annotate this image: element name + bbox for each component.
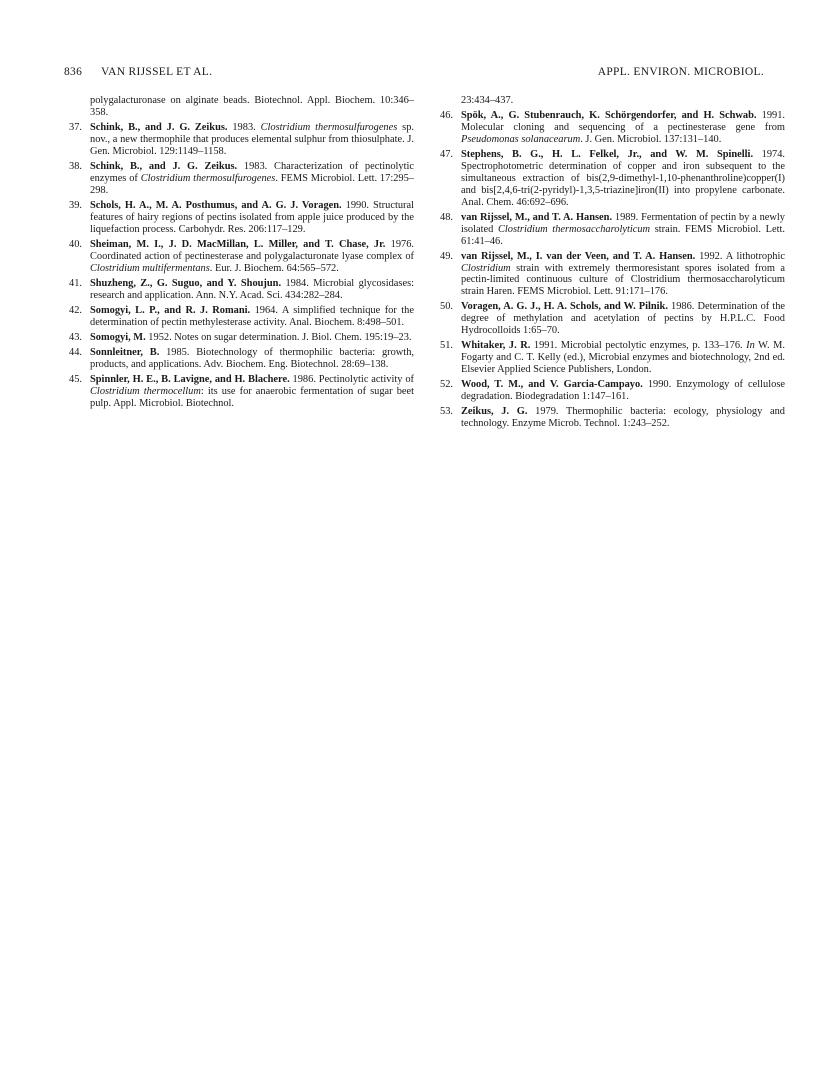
reference-number: 41. bbox=[69, 277, 82, 289]
journal-name: APPL. ENVIRON. MICROBIOL. bbox=[597, 66, 764, 78]
reference-text: 1991. Molecular cloning and sequencing of a pectinesterase gene from bbox=[461, 110, 785, 133]
reference-entry bbox=[64, 239, 414, 275]
reference-italic-text: Clostridium multifermentans bbox=[90, 262, 210, 274]
reference-entry bbox=[435, 212, 785, 248]
reference-text-rest: : its use for anaerobic fermentation of sugar beet pulp. Appl. Microbiol. Biotechnol. bbox=[90, 385, 414, 409]
reference-text: 1990. Enzymology of cellulose degradation. Biodegradation 1:147–161. bbox=[461, 379, 785, 403]
reference-text-rest: strain. FEMS Microbiol. Lett. 61:41–46. bbox=[461, 223, 785, 247]
reference-number: 43. bbox=[69, 331, 82, 343]
reference-authors: Zeikus, J. G. bbox=[461, 406, 528, 418]
reference-text-rest: strain with extremely thermoresistant spores isolated from a pectin-limited continuous culture of Clostridium thermosaccharolyticum strain Haren. FEMS Microbiol. Lett. 91:171–176. bbox=[461, 262, 785, 298]
running-header bbox=[64, 66, 764, 82]
reference-list-left bbox=[64, 122, 414, 409]
reference-text: 1983. Characterization of pectinolytic enzymes of bbox=[90, 160, 414, 184]
reference-text: 1983. bbox=[227, 122, 261, 133]
reference-entry bbox=[64, 305, 414, 329]
reference-entry bbox=[64, 347, 414, 371]
reference-entry bbox=[435, 379, 785, 403]
reference-text: 1964. A simplified technique for the determination of pectin methylesterase activity. Anal. Biochem. 8:498–501. bbox=[90, 304, 414, 328]
reference-text: 1985. Biotechnology of thermophilic bacteria: growth, products, and applications. Adv. Biochem. Eng. Biotechnol. 28:69–138. bbox=[90, 346, 414, 370]
reference-italic-text: Pseudomonas solanacearum bbox=[461, 133, 581, 145]
reference-entry bbox=[64, 374, 414, 410]
reference-entry bbox=[435, 149, 785, 209]
reference-text: 1986. Pectinolytic activity of bbox=[289, 373, 414, 385]
reference-authors: Spök, A., G. Stubenrauch, K. Schörgendorfer, and H. Schwab. bbox=[461, 110, 757, 122]
reference-text: 1979. Thermophilic bacteria: ecology, physiology and technology. Enzyme Microb. Technol. 1:243–252. bbox=[461, 406, 785, 430]
reference-entry bbox=[64, 278, 414, 302]
reference-number: 53. bbox=[440, 406, 453, 418]
reference-italic-text: In bbox=[746, 340, 755, 352]
reference-authors: van Rijssel, M., and T. A. Hansen. bbox=[461, 211, 613, 223]
reference-number: 44. bbox=[69, 346, 82, 358]
reference-text: 1991. Microbial pectolytic enzymes, p. 133–176. bbox=[530, 340, 747, 352]
reference-authors: Stephens, B. G., H. L. Felkel, Jr., and W. M. Spinelli. bbox=[461, 149, 754, 160]
reference-list-right bbox=[435, 110, 785, 430]
reference-number: 40. bbox=[69, 238, 82, 250]
reference-text: 1992. A lithotrophic bbox=[695, 250, 785, 262]
reference-text-rest: sp. nov., a new thermophile that produces elemental sulphur from thiosulphate. J. Gen. Microbiol. 129:1149–1158. bbox=[90, 122, 414, 157]
reference-authors: Sheiman, M. I., J. D. MacMillan, L. Miller, and T. Chase, Jr. bbox=[90, 238, 386, 250]
reference-number: 42. bbox=[69, 304, 82, 316]
reference-authors: Sonnleitner, B. bbox=[90, 346, 160, 358]
reference-italic-text: Clostridium thermosaccharolyticum bbox=[497, 223, 651, 235]
reference-text: 1989. Fermentation of pectin by a newly isolated bbox=[461, 211, 786, 235]
reference-text-rest: W. M. Fogarty and C. T. Kelly (ed.), Microbial enzymes and biotechnology, 2nd ed. Elsevier Applied Science Publishers, London. bbox=[461, 340, 786, 376]
reference-entry bbox=[435, 251, 785, 299]
reference-authors: Somogyi, L. P., and R. J. Romani. bbox=[90, 304, 251, 316]
reference-text-rest: . Eur. J. Biochem. 64:565–572. bbox=[209, 262, 339, 274]
reference-authors: Schink, B., and J. G. Zeikus. bbox=[90, 122, 228, 133]
reference-entry bbox=[435, 406, 785, 430]
reference-entry bbox=[435, 110, 785, 146]
reference-number: 49. bbox=[440, 250, 453, 262]
reference-text: 1984. Microbial glycosidases: research and application. Ann. N.Y. Acad. Sci. 434:282–284. bbox=[90, 277, 414, 301]
reference-entry bbox=[435, 340, 785, 376]
reference-entry bbox=[435, 301, 785, 337]
reference-number: 50. bbox=[440, 301, 453, 313]
running-authors: VAN RIJSSEL ET AL. bbox=[101, 66, 213, 78]
reference-entry bbox=[64, 332, 414, 344]
reference-number: 47. bbox=[440, 149, 453, 160]
reference-authors: Shuzheng, Z., G. Suguo, and Y. Shoujun. bbox=[90, 277, 282, 289]
reference-authors: Spinnler, H. E., B. Lavigne, and H. Blachere. bbox=[90, 373, 290, 385]
reference-italic-text: Clostridium thermosulfurogenes bbox=[140, 172, 276, 184]
reference-text: 1974. Spectrophotometric determination of copper and iron subsequent to the simultaneous extraction of bis(2,9-dimethyl-1,10-phenanthroline)copper(I) and bis[2,4,6-tri(2-pyridyl)-1,3,5-triazine]iron(II) into propylene carbonate. Anal. Chem. 46:692–696. bbox=[461, 149, 785, 208]
right-column bbox=[435, 95, 785, 433]
page-number: 836 bbox=[64, 66, 83, 78]
reference-number: 51. bbox=[440, 340, 453, 352]
reference-number: 39. bbox=[69, 199, 82, 211]
reference-authors: Schink, B., and J. G. Zeikus. bbox=[90, 160, 238, 172]
reference-number: 52. bbox=[440, 379, 453, 391]
reference-number: 48. bbox=[440, 211, 453, 223]
reference-text: 1976. Coordinated action of pectinesterase and polygalacturonate lyase complex of bbox=[90, 238, 414, 262]
reference-text-rest: . FEMS Microbiol. Lett. 17:295–298. bbox=[90, 172, 414, 196]
reference-italic-text: Clostridium thermosulfurogenes bbox=[260, 122, 398, 133]
reference-entry bbox=[64, 122, 414, 158]
reference-entry bbox=[64, 161, 414, 197]
reference-authors: Voragen, A. G. J., H. A. Schols, and W. Pilnik. bbox=[461, 301, 668, 313]
reference-text: 1986. Determination of the degree of methylation and acetylation of pectins by H.P.L.C. Food Hydrocolloids 1:65–70. bbox=[461, 301, 786, 337]
reference-authors: Schols, H. A., M. A. Posthumus, and A. G. J. Voragen. bbox=[90, 199, 342, 211]
reference-authors: Somogyi, M. bbox=[90, 331, 146, 343]
reference-authors: van Rijssel, M., I. van der Veen, and T. A. Hansen. bbox=[461, 250, 696, 262]
reference-text-rest: . J. Gen. Microbiol. 137:131–140. bbox=[580, 133, 722, 145]
reference-number: 38. bbox=[69, 160, 82, 172]
left-column bbox=[64, 95, 414, 413]
reference-text: 1990. Structural features of hairy regions of pectins isolated from apple juice produced by the liquefaction process. Carbohydr. Res. 206:117–129. bbox=[90, 199, 414, 235]
reference-italic-text: Clostridium thermocellum bbox=[90, 385, 201, 397]
reference-text: 1952. Notes on sugar determination. J. Biol. Chem. 195:19–23. bbox=[145, 331, 412, 343]
reference-number: 46. bbox=[440, 110, 453, 122]
reference-number: 37. bbox=[69, 122, 82, 133]
reference-italic-text: Clostridium bbox=[461, 262, 511, 274]
reference-authors: Whitaker, J. R. bbox=[461, 340, 531, 352]
reference-authors: Wood, T. M., and V. Garcia-Campayo. bbox=[461, 379, 643, 391]
reference-continuation: polygalacturonase on alginate beads. Biotechnol. Appl. Biochem. 10:346–358. bbox=[90, 95, 414, 118]
reference-continuation: 23:434–437. bbox=[461, 95, 514, 106]
reference-entry bbox=[64, 200, 414, 236]
reference-number: 45. bbox=[69, 373, 82, 385]
